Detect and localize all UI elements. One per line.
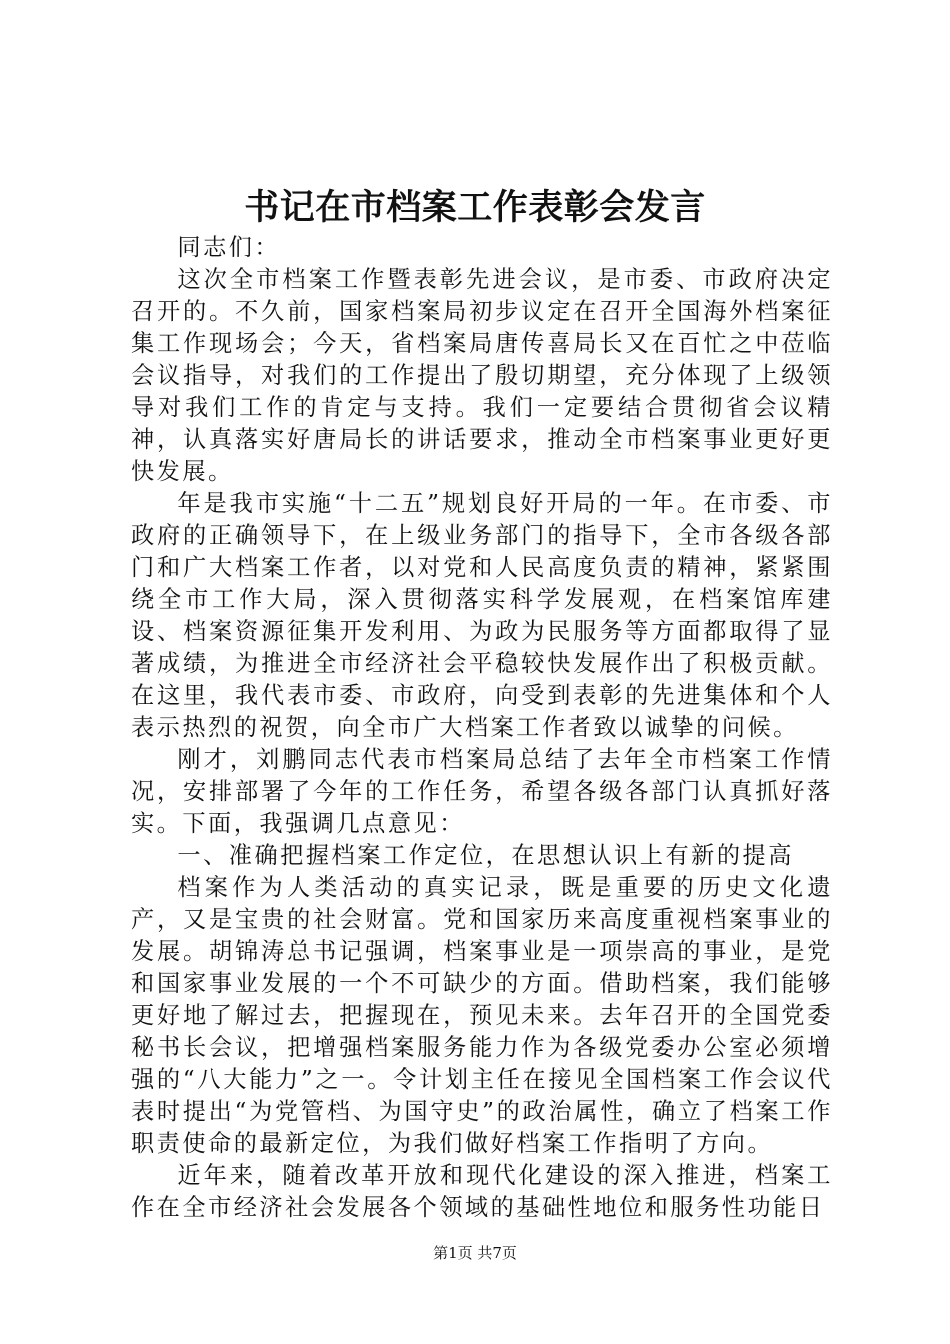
- body-paragraph: 这次全市档案工作暨表彰先进会议，是市委、市政府决定召开的。不久前，国家档案局初步议定在召开全国海外档案征集工作现场会；今天，省档案局唐传喜局长又在百忙之中莅临会议指导，对我们的工作提出了殷切期望，充分体现了上级领导对我们工作的肯定与支持。我们一定要结合贯彻省会议精神，认真落实好唐局长的讲话要求，推动全市档案事业更好更快发展。: [131, 266, 833, 485]
- body-paragraph: 刚才，刘鹏同志代表市档案局总结了去年全市档案工作情况，安排部署了今年的工作任务，希望各级各部门认真抓好落实。下面，我强调几点意见：: [131, 746, 833, 837]
- body-paragraph: 档案作为人类活动的真实记录，既是重要的历史文化遗产，又是宝贵的社会财富。党和国家历来高度重视档案事业的发展。胡锦涛总书记强调，档案事业是一项崇高的事业，是党和国家事业发展的一个不可缺少的方面。借助档案，我们能够更好地了解过去，把握现在，预见未来。去年召开的全国党委秘书长会议，把增强档案服务能力作为各级党委办公室必须增强的“八大能力”之一。令计划主任在接见全国档案工作会议代表时提出“为党管档、为国守史”的政治属性，确立了档案工作职责使命的最新定位，为我们做好档案工作指明了方向。: [131, 874, 833, 1157]
- salutation-paragraph: 同志们：: [177, 234, 281, 261]
- section-heading: 一、准确把握档案工作定位，在思想认识上有新的提高: [177, 842, 794, 869]
- document-body: [131, 232, 833, 1224]
- document-title: 书记在市档案工作表彰会发言: [244, 187, 706, 228]
- body-paragraph: 近年来，随着改革开放和现代化建设的深入推进，档案工作在全市经济社会发展各个领域的基础性地位和服务性功能日: [131, 1162, 833, 1221]
- body-paragraph: 年是我市实施“十二五”规划良好开局的一年。在市委、市政府的正确领导下，在上级业务部门的指导下，全市各级各部门和广大档案工作者，以对党和人民高度负责的精神，紧紧围绕全市工作大局，深入贯彻落实科学发展观，在档案馆库建设、档案资源征集开发利用、为政为民服务等方面都取得了显著成绩，为推进全市经济社会平稳较快发展作出了积极贡献。在这里，我代表市委、市政府，向受到表彰的先进集体和个人表示热烈的祝贺，向全市广大档案工作者致以诚挚的问候。: [131, 490, 833, 741]
- page-number-footer: 第1页 共7页: [433, 1244, 517, 1262]
